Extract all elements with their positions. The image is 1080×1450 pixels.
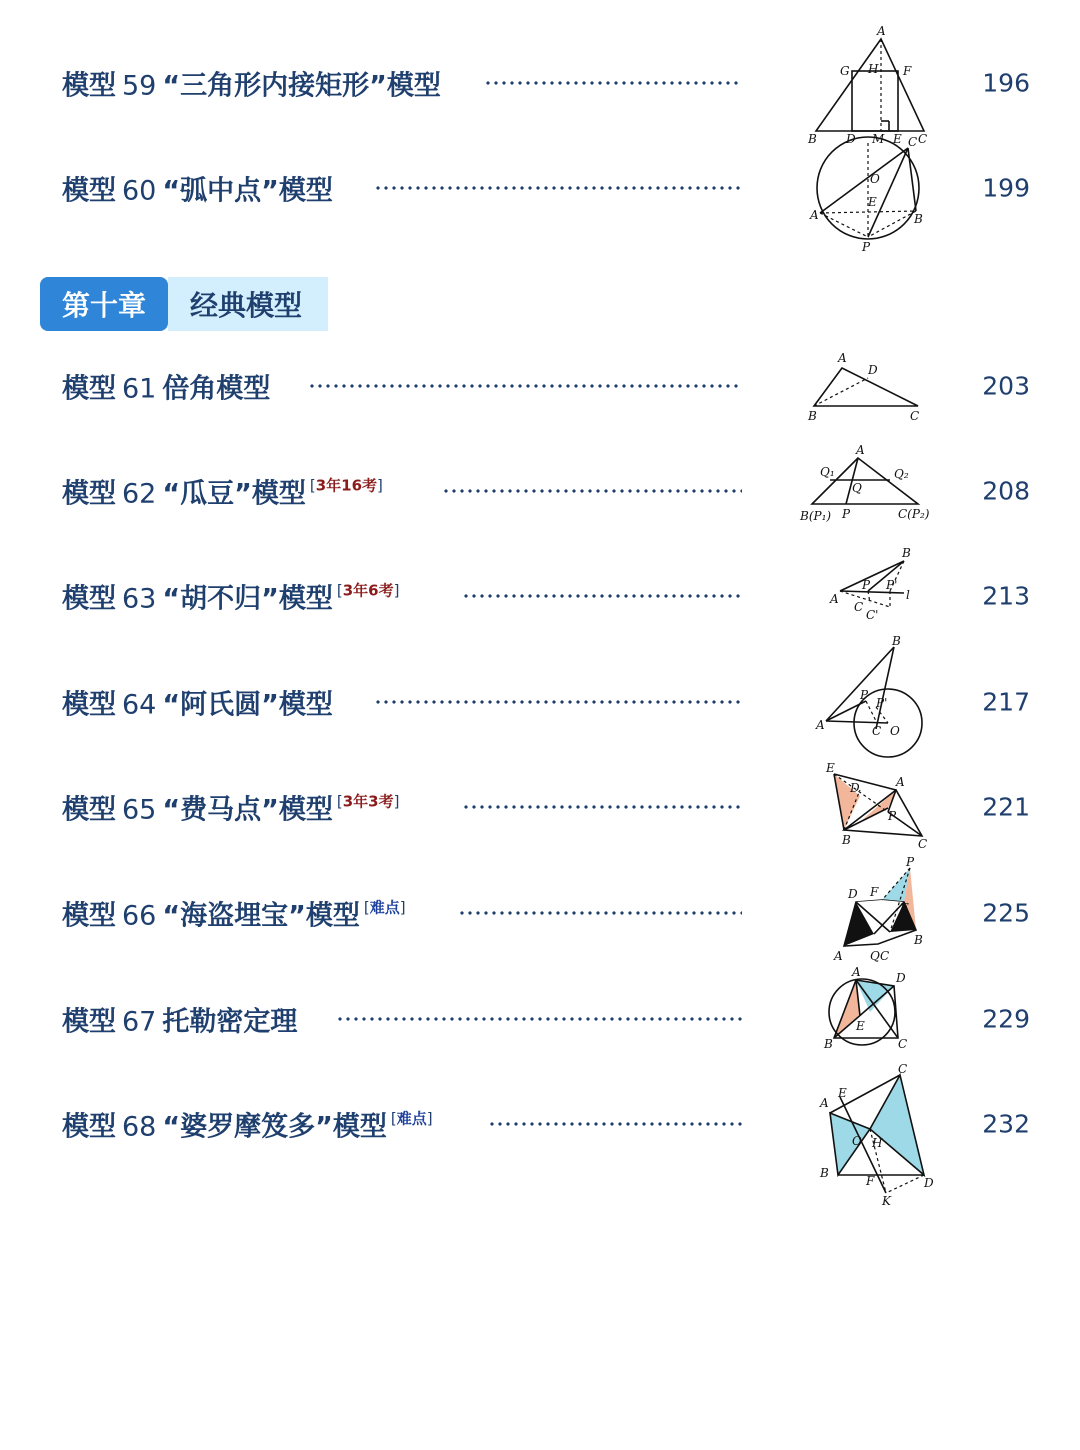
- label-P: P: [862, 240, 871, 254]
- figure-fermat-point: [800, 750, 940, 870]
- label-B: B: [808, 132, 817, 146]
- entry-name: “胡不归”模型: [162, 583, 333, 615]
- label-B: B: [892, 634, 901, 648]
- label-K: K: [882, 1194, 891, 1208]
- label-E: E: [900, 901, 909, 915]
- entry-name: 托勒密定理: [162, 1006, 298, 1038]
- label-B: B: [914, 933, 923, 947]
- label-B: B: [808, 409, 817, 423]
- label-A: A: [856, 443, 865, 457]
- label-E: E: [868, 195, 877, 209]
- entry-name: “婆罗摩笈多”模型: [162, 1111, 387, 1143]
- difficulty-badge: [难点]: [363, 898, 406, 917]
- entry-title: [62, 683, 333, 722]
- entry-prefix: 模型: [62, 583, 116, 615]
- toc-entry-60[interactable]: [0, 135, 1080, 254]
- toc-entry-61[interactable]: [0, 341, 1080, 431]
- frequency-badge: [3年16考]: [309, 476, 383, 495]
- label-D: D: [846, 132, 856, 146]
- label-D: D: [868, 363, 878, 377]
- figure-triangle-inscribed-rectangle: [800, 23, 940, 146]
- entry-prefix: 模型: [62, 1006, 116, 1038]
- label-P-prime: P': [886, 578, 898, 592]
- page-number: 221: [982, 792, 1030, 822]
- entry-prefix: 模型: [62, 373, 116, 405]
- chapter-header: [40, 277, 328, 331]
- page-number: 232: [982, 1109, 1030, 1139]
- label-B: B: [842, 833, 851, 847]
- label-E: E: [856, 1019, 865, 1033]
- chapter-name: 经典模型: [168, 277, 328, 331]
- label-A: A: [816, 718, 825, 732]
- entry-number: 62: [122, 478, 157, 510]
- label-A: A: [830, 592, 839, 606]
- entry-number: 67: [122, 1006, 157, 1038]
- toc-entry-65[interactable]: [0, 762, 1080, 852]
- leader-dots: [462, 805, 742, 809]
- page-number: 196: [982, 68, 1030, 98]
- label-Q1: Q₁: [820, 465, 835, 479]
- label-Q2: Q₂: [894, 467, 909, 481]
- difficulty-badge: [难点]: [390, 1109, 433, 1128]
- label-O: O: [870, 172, 880, 186]
- label-l: l: [906, 588, 910, 602]
- entry-prefix: 模型: [62, 1111, 116, 1143]
- label-B: B: [824, 1037, 833, 1051]
- toc-entry-68[interactable]: [0, 1062, 1080, 1208]
- entry-name: “费马点”模型: [162, 794, 333, 826]
- label-D: D: [850, 781, 860, 795]
- label-A: A: [834, 949, 843, 963]
- label-E: E: [893, 132, 902, 146]
- entry-title: [62, 367, 270, 406]
- leader-dots: [442, 489, 742, 493]
- leader-dots: [374, 186, 742, 190]
- page-number: 217: [982, 687, 1030, 717]
- label-A: A: [810, 208, 819, 222]
- entry-number: 63: [122, 583, 157, 615]
- entry-title: [62, 894, 406, 933]
- label-P-prime: P': [876, 696, 888, 710]
- frequency-badge: [3年3考]: [336, 792, 400, 811]
- toc-entry-66[interactable]: [0, 855, 1080, 963]
- label-D: D: [848, 887, 858, 901]
- figure-ptolemy-theorem: [800, 956, 940, 1076]
- toc-entry-67[interactable]: [0, 965, 1080, 1064]
- entry-number: 65: [122, 794, 157, 826]
- entry-title: [62, 64, 441, 103]
- entry-number: 64: [122, 689, 157, 721]
- frequency-badge: [3年6考]: [336, 581, 400, 600]
- label-C: C: [908, 135, 918, 149]
- figure-apollonius-circle: [800, 634, 940, 757]
- label-B: B: [902, 546, 911, 560]
- entry-name: “海盗埋宝”模型: [162, 900, 360, 932]
- entry-title: [62, 169, 333, 208]
- label-D: D: [896, 971, 906, 985]
- entry-title: [62, 472, 383, 511]
- entry-title: [62, 1000, 297, 1039]
- toc-entry-59[interactable]: [0, 24, 1080, 146]
- entry-name: “阿氏圆”模型: [162, 689, 333, 721]
- entry-number: 60: [122, 175, 157, 207]
- page-number: 203: [982, 371, 1030, 401]
- label-O: O: [852, 1134, 862, 1148]
- entry-prefix: 模型: [62, 70, 116, 102]
- toc-entry-64[interactable]: [0, 634, 1080, 747]
- toc-entry-62[interactable]: [0, 443, 1080, 536]
- entry-number: 66: [122, 900, 157, 932]
- label-F: F: [866, 1174, 875, 1188]
- label-P: P: [860, 688, 869, 702]
- leader-dots: [374, 700, 742, 704]
- label-C: C: [918, 837, 928, 851]
- label-A: A: [838, 351, 847, 365]
- page-number: 208: [982, 476, 1030, 506]
- entry-title: [62, 1105, 433, 1144]
- entry-number: 61: [122, 373, 157, 405]
- figure-arc-midpoint: [800, 133, 940, 253]
- label-C: C: [854, 600, 864, 614]
- leader-dots: [484, 81, 742, 85]
- leader-dots: [462, 594, 742, 598]
- entry-prefix: 模型: [62, 478, 116, 510]
- label-BP1: B(P₁): [800, 509, 832, 523]
- label-A: A: [896, 775, 905, 789]
- label-P: P: [862, 578, 871, 592]
- entry-prefix: 模型: [62, 689, 116, 721]
- label-Q: Q: [852, 481, 862, 495]
- label-CP2: C(P₂): [898, 507, 930, 521]
- label-C: C: [898, 1062, 908, 1076]
- label-B: B: [820, 1166, 829, 1180]
- entry-title: [62, 788, 399, 827]
- entry-prefix: 模型: [62, 900, 116, 932]
- label-M: M: [872, 132, 885, 146]
- entry-name: “弧中点”模型: [162, 175, 333, 207]
- label-G: G: [840, 64, 850, 78]
- page-number: 199: [982, 173, 1030, 203]
- entry-number: 68: [122, 1111, 157, 1143]
- entry-title: [62, 577, 399, 616]
- entry-prefix: 模型: [62, 175, 116, 207]
- leader-dots: [488, 1122, 742, 1126]
- label-A: A: [877, 24, 886, 38]
- label-C-prime: C': [866, 608, 879, 622]
- toc-entry-63[interactable]: [0, 546, 1080, 641]
- label-P: P: [888, 809, 897, 823]
- label-F: F: [870, 885, 879, 899]
- label-C: C: [910, 409, 920, 423]
- label-P: P: [906, 855, 915, 869]
- page-number: 213: [982, 581, 1030, 611]
- label-E: E: [838, 1086, 847, 1100]
- page-number: 225: [982, 898, 1030, 928]
- label-C: C: [880, 949, 890, 963]
- label-H: H: [868, 62, 879, 76]
- label-C: C: [918, 132, 928, 146]
- figure-melon-bean: [800, 436, 940, 556]
- leader-dots: [308, 384, 742, 388]
- page-number: 229: [982, 1004, 1030, 1034]
- figure-brahmagupta: [800, 1062, 940, 1208]
- entry-number: 59: [122, 70, 157, 102]
- entry-name: “三角形内接矩形”模型: [162, 70, 441, 102]
- label-E: E: [826, 761, 835, 775]
- entry-prefix: 模型: [62, 794, 116, 826]
- label-C: C: [898, 1037, 908, 1051]
- label-A: A: [852, 965, 861, 979]
- chapter-number: 第十章: [40, 277, 168, 331]
- label-H: H: [872, 1136, 883, 1150]
- label-Q: Q: [870, 949, 880, 963]
- entry-name: 倍角模型: [162, 373, 271, 405]
- label-P: P: [842, 507, 851, 521]
- label-O: O: [890, 724, 900, 738]
- leader-dots: [336, 1017, 742, 1021]
- leader-dots: [458, 911, 742, 915]
- entry-name: “瓜豆”模型: [162, 478, 306, 510]
- label-A: A: [820, 1096, 829, 1110]
- label-C: C: [872, 724, 882, 738]
- label-D: D: [924, 1176, 934, 1190]
- label-F: F: [903, 64, 912, 78]
- label-B: B: [914, 212, 923, 226]
